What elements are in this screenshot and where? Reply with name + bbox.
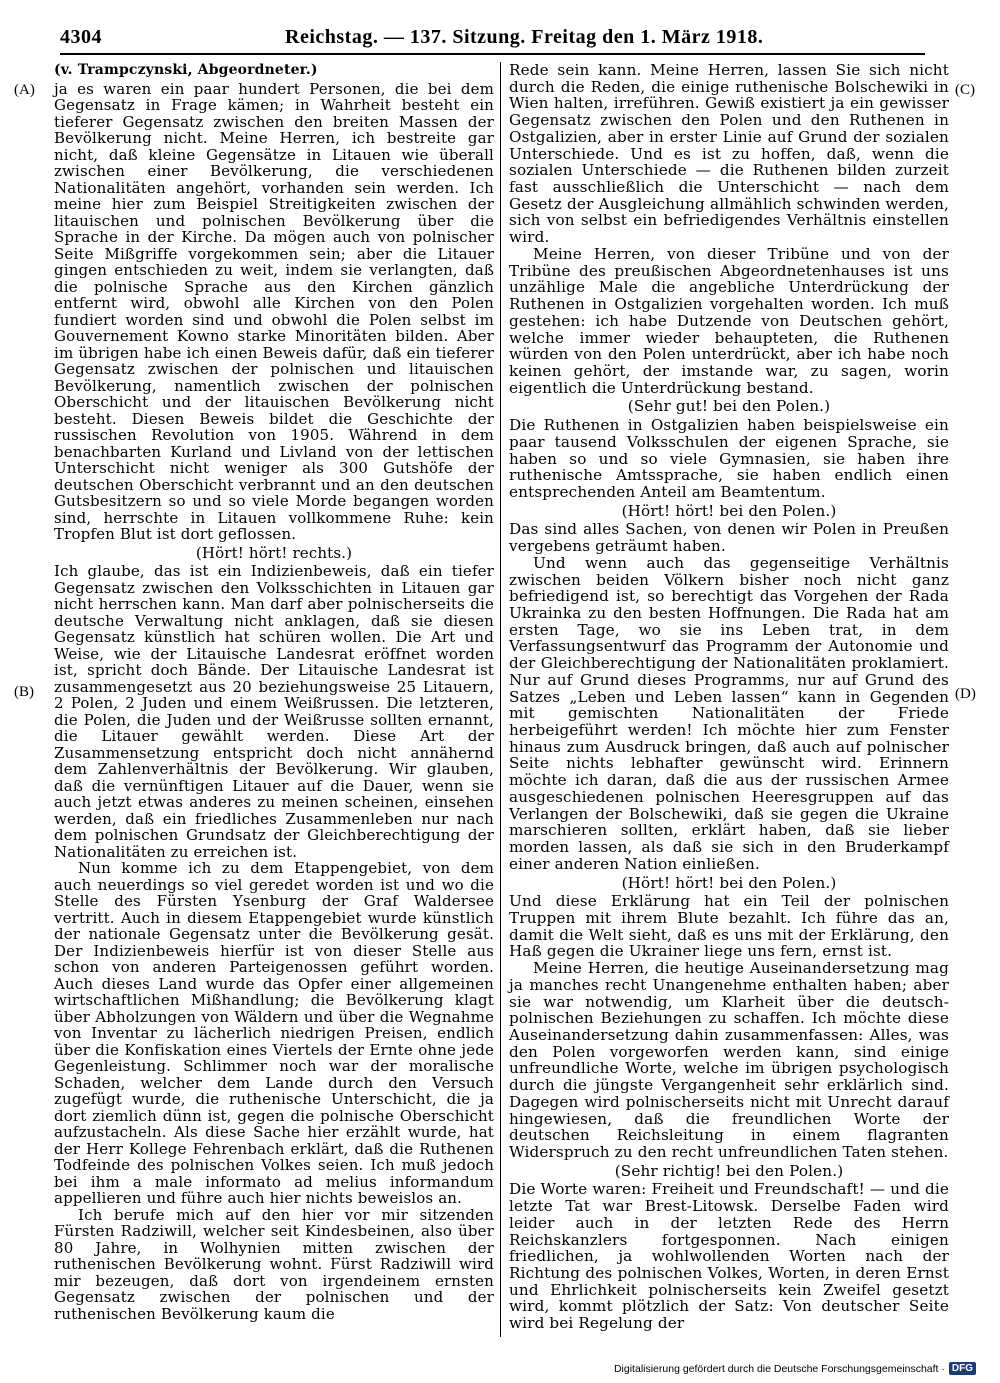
margin-marker-d: (D): [955, 686, 976, 702]
running-title: Reichstag. — 137. Sitzung. Freitag den 1. März 1918.: [285, 26, 764, 48]
paragraph: Und diese Erklärung hat ein Teil der polnischen Truppen mit ihrem Blute bezahlt. Ich führe das an, damit die Welt sieht, daß es uns mit der Erklärung, den Haß gegen die Ukrainer liege uns fern, ernst ist.: [509, 892, 949, 961]
margin-marker-c: (C): [955, 82, 975, 98]
dfg-logo: DFG: [949, 1362, 976, 1375]
speaker-label: (v. Trampczynski, Abgeordneter.): [54, 62, 318, 78]
interjection: (Sehr gut! bei den Polen.): [627, 397, 831, 416]
column-divider: [500, 62, 501, 1337]
interjection: (Hört! hört! rechts.): [195, 543, 353, 562]
digitization-footer: [614, 1362, 976, 1375]
paragraph: Das sind alles Sachen, von denen wir Polen in Preußen vergebens geträumt haben.: [509, 520, 949, 556]
paragraph: Und wenn auch das gegenseitige Verhältnis zwischen beiden Völkern bisher noch nicht ganz befriedigend ist, so berechtigt das Vorgehen der Rada Ukrainka zu den besten Hoffnungen. Die Rada hat am ersten Tage, wo sie ins Leben trat, in dem Verfassungsentwurf das Programm der Autonomie und der Gleichberechtigung der Nationalitäten proklamiert. Nur auf Grund dieses Programms, nur auf Grund des Satzes „Leben und Leben lassen“ kann in Gegenden mit gemischten Nationalitäten der Friede herbeigeführt werden! Ich möchte hier zum Fenster hinaus zum Ausdruck bringen, daß auch auf polnischer Seite nichts lebhafter gewünscht wird. Erinnern möchte ich daran, daß die aus der russischen Armee ausgeschiedenen polnischen Heeresgruppen auf das Verlangen der Bolschewiki, daß sie gegen die Ukraine marschieren sollten, erklärt haben, daß sie lieber morden lassen, als daß sie sich in den Bruderkampf einer anderen Nation einließen.: [509, 553, 949, 873]
page-header: [60, 22, 925, 52]
footer-text: Digitalisierung gefördert durch die Deutsche Forschungsgemeinschaft ·: [613, 1362, 945, 1375]
header-rule: [60, 53, 925, 55]
paragraph: Rede sein kann. Meine Herren, lassen Sie sich nicht durch die Reden, die einige ruthenische Bolschewiki in Wien halten, irreführen. Gewiß existiert ja ein gewisser Gegensatz zwischen den Polen und den Ruthenen in Ostgalizien, aber in erster Linie auf Grund der sozialen Unterschiede. Und es ist zu hoffen, daß, wenn die sozialen Unterschiede — die Ruthenen bilden zurzeit fast ausschließlich die Unterschicht — nach dem Gesetz der Ausgleichung allmählich schwinden werden, sich von selbst ein befriedigendes Verhältnis einstellen wird.: [509, 61, 949, 247]
interjection: (Hört! hört! bei den Polen.): [621, 501, 837, 520]
paragraph: Ich berufe mich auf den hier vor mir sitzenden Fürsten Radziwill, welcher seit Kindesbeinen, also über 80 Jahre, in Wolhynien mitten zwischen der ruthenischen Bevölkerung wohnt. Fürst Radziwill wird mir bezeugen, daß dort von irgendeinem ernsten Gegensatz zwischen der polnischen und der ruthenischen Bevölkerung kaum die: [54, 1205, 494, 1323]
paragraph: Meine Herren, von dieser Tribüne und von der Tribüne des preußischen Abgeordnetenhauses ist uns unzählige Male die angebliche Unterdrückung der Ruthenen in Ostgalizien vorgehalten worden. Ich muß gestehen: ich habe Dutzende von Deutschen gehört, welche immer wieder behaupteten, die Ruthenen würden von den Polen unterdrückt, aber ich habe noch keinen gehört, der imstande war, zu sagen, worin eigentlich die Unterdrückung bestand.: [509, 244, 949, 397]
left-column: [54, 62, 494, 1322]
paragraph: Die Worte waren: Freiheit und Freundschaft! — und die letzte Tat war Brest-Litowsk. Derselbe Faden wird leider auch in der letzten Rede des Herrn Reichskanzlers fortgesponnen. Nach einigen friedlichen, ja wohlwollenden Worten nach der Richtung des polnischen Volkes, Worten, in deren Ernst und Ehrlichkeit polnischerseits kein Zweifel gesetzt wird, kommt plötzlich der Satz: Von deutscher Seite wird bei Regelung der: [509, 1180, 949, 1333]
margin-marker-b: (B): [14, 684, 34, 700]
interjection: (Hört! hört! bei den Polen.): [621, 873, 837, 892]
interjection: (Sehr richtig! bei den Polen.): [614, 1161, 844, 1180]
paragraph: Ich glaube, das ist ein Indizienbeweis, daß ein tiefer Gegensatz zwischen den Volksschichten in Litauen gar nicht herrschen kann. Man darf aber polnischerseits die deutsche Verwaltung nicht anklagen, daß sie diesen Gegensatz künstlich hat schüren wollen. Die Art und Weise, wie der Litauische Landesrat eröffnet worden ist, spricht doch Bände. Der Litauische Landesrat ist zusammengesetzt aus 20 beziehungsweise 25 Litauern, 2 Polen, 2 Juden und einem Weißrussen. Die letzteren, die Polen, die Juden und der Weißrusse sollten ernannt, die Litauer gewählt werden. Diese Art der Zusammensetzung entspricht doch nicht annähernd dem Zahlenverhältnis der Bevölkerung. Wir glauben, daß die vernünftigen Litauer auf die Dauer, wenn sie auch jetzt etwas anderes zu meinen scheinen, einsehen werden, daß ein friedliches Zusammenleben nur nach dem polnischen Grundsatz der Gleichberechtigung der Nationalitäten zu erreichen ist.: [54, 562, 494, 861]
page-number: 4304: [60, 26, 102, 48]
paragraph: Nun komme ich zu dem Etappengebiet, von dem auch neuerdings so viel geredet worden ist und wo die Stelle des Fürsten Ysenburg der Graf Waldersee vertritt. Auch in diesem Etappengebiet wurde künstlich der nationale Gegensatz unter die Bevölkerung gesät. Der Indizienbeweis hierfür ist von dieser Stelle aus schon von anderen Parteigenossen geführt worden. Auch dieses Land wurde das Opfer einer allgemeinen wirtschaftlichen Mißhandlung; die Bevölkerung klagt über Abholzungen von Wäldern und über die Wegnahme von Inventar zu lächerlich niedrigen Preisen, endlich über die Konfiskation eines Viertels der Ernte ohne jede Gegenleistung. Schlimmer noch war der moralische Schaden, welcher dem Lande durch den Versuch zugefügt wurde, die ruthenische Unterschicht, die ja dort ziemlich dünn ist, gegen die polnische Oberschicht aufzustacheln. Als diese Sache hier erzählt wurde, hat der Herr Kollege Fehrenbach erklärt, daß die Ruthenen Todfeinde des polnischen Volkes seien. Ich muß jedoch bei ihm a male informato ad melius informandum appellieren und führe auch hier nichts beweislos an.: [54, 859, 494, 1207]
paragraph: Die Ruthenen in Ostgalizien haben beispielsweise ein paar tausend Volksschulen der eigenen Sprache, sie haben so und so viele Gymnasien, sie haben ihre ruthenische Amtssprache, sie haben endlich einen entsprechenden Anteil am Beamtentum.: [509, 416, 949, 501]
right-column: [509, 62, 949, 1332]
margin-marker-a: (A): [14, 82, 35, 98]
paragraph: ja es waren ein paar hundert Personen, die bei dem Gegensatz in Frage kämen; in Wahrheit besteht ein tieferer Gegensatz zwischen den breiten Massen der Bevölkerung nicht. Meine Herren, ich bestreite gar nicht, daß kleine Gegensätze in Litauen wie überall zwischen einer Bevölkerung, die verschiedenen Nationalitäten angehört, vorhanden sein werden. Ich meine hier zum Beispiel Streitigkeiten zwischen der litauischen und polnischen Bevölkerung über die Sprache in der Kirche. Da mögen auch von polnischer Seite Mißgriffe vorgekommen sein; aber die Litauer gingen entschieden zu weit, indem sie verlangten, daß die polnische Sprache aus den Kirchen gänzlich entfernt wird, obwohl alle Kirchen von den Polen fundiert worden sind und obwohl die Polen selbst im Gouvernement Kowno starke Minoritäten bilden. Aber im übrigen habe ich einen Beweis dafür, daß ein tieferer Gegensatz zwischen der polnischen und litauischen Bevölkerung, namentlich zwischen der polnischen Oberschicht und der litauischen Bevölkerung nicht besteht. Diesen Beweis bildet die Geschichte der russischen Revolution von 1905. Während in dem benachbarten Kurland und Livland von der lettischen Unterschicht nicht weniger als 300 Gutshöfe der deutschen Oberschicht verbrannt und an den deutschen Gutsbesitzern so und so viele Morde begangen worden sind, herrschte in Litauen vollkommene Ruhe: kein Tropfen Blut ist dort geflossen.: [54, 79, 494, 543]
paragraph: Meine Herren, die heutige Auseinandersetzung mag ja manches recht Unangenehme enthalten haben; aber sie war notwendig, um Klarheit über die deutsch-polnischen Beziehungen zu schaffen. Ich möchte diese Auseinandersetzung dahin zusammenfassen: Alles, was den Polen vorgeworfen werden kann, sind einige unfreundliche Worte, welche im übrigen psychologisch durch die jüngste Vergangenheit sehr erklärlich sind. Dagegen wird polnischerseits nicht mit Unrecht darauf hingewiesen, daß die freundlichen Worte der deutschen Reichsleitung in einem flagranten Widerspruch zu den recht unfreundlichen Taten stehen.: [509, 959, 949, 1161]
